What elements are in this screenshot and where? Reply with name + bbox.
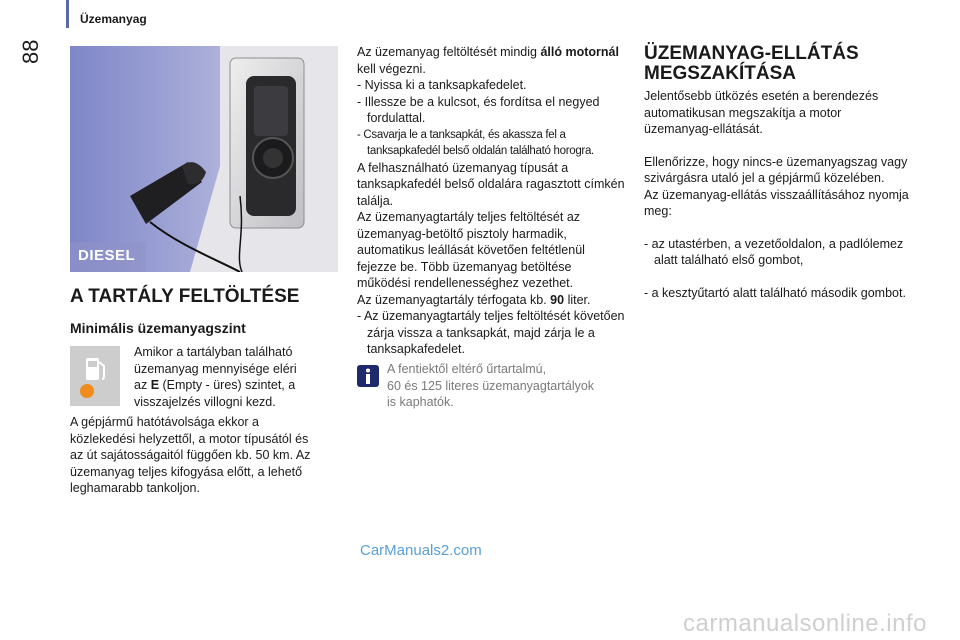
fuel-filler-photo <box>70 46 338 272</box>
step-item: - Csavarja le a tanksapkát, és akassza fel a tanksapkafedél belső oldalán található horogra. <box>357 128 594 157</box>
text-line: az út sajátosságaitól függően kb. 50 km. Az <box>70 448 311 462</box>
text-line: közlekedési helyzettől, a motor típusától és <box>70 431 309 446</box>
title-line: MEGSZAKÍTÁSA <box>644 63 796 84</box>
text-line <box>134 377 334 394</box>
text-fragment: az <box>134 378 148 392</box>
fuel-cutoff-title <box>644 44 914 84</box>
text-line: A fentiektől eltérő űrtartalmú, <box>387 362 547 376</box>
text-paragraph: Jelentősebb ütközés esetén a berendezés automatikusan megszakítja a motor üzemanyag-ellátását. <box>644 89 879 136</box>
text-paragraph: Ellenőrizze, hogy nincs-e üzemanyagszag vagy szivárgásra utaló jel a gépjármű közelében. <box>644 154 908 185</box>
header-accent-bar <box>66 0 69 28</box>
subsection-title: Minimális üzemanyagszint <box>70 320 246 336</box>
text-line: üzemanyag teljes kifogyása előtt, a lehető <box>70 464 303 479</box>
text-emphasis: motornál <box>565 45 619 59</box>
refuel-instructions <box>357 44 627 358</box>
text-fragment: liter. <box>567 292 591 307</box>
fuel-cutoff-body <box>644 88 910 301</box>
section-name: Üzemanyag <box>80 12 147 26</box>
text-line: Amikor a tartályban található <box>134 345 293 359</box>
warning-description <box>134 344 334 410</box>
section-title: A TARTÁLY FELTÖLTÉSE <box>70 286 300 307</box>
watermark-carmanuals2[interactable]: CarManuals2.com <box>360 542 482 559</box>
text-fragment: (Empty - üres) szintet, a <box>162 378 296 392</box>
text-line: leghamarabb tankoljon. <box>70 481 200 495</box>
text-line: 60 és 125 literes üzemanyagtartályok <box>387 378 595 393</box>
fuel-pump-icon <box>84 354 108 384</box>
text-emphasis: álló <box>540 45 562 59</box>
step-item: - Illessze be a kulcsot, és fordítsa el negyed fordulattal. <box>357 94 600 125</box>
text-line: visszajelzés villogni kezd. <box>134 394 276 409</box>
text-fragment: Az üzemanyag feltöltését mindig <box>357 45 537 59</box>
text-fragment: Az üzemanyagtartály térfogata kb. <box>357 292 547 307</box>
empty-level-letter: E <box>150 378 160 392</box>
text-paragraph: Az üzemanyag-ellátás visszaállításához nyomja meg: <box>644 187 909 218</box>
list-item: - a kesztyűtartó alatt található második gombot. <box>644 285 906 300</box>
intro-paragraph <box>357 44 627 77</box>
warning-lamp-dot <box>80 384 94 398</box>
capacity-paragraph <box>357 292 627 309</box>
watermark-carmanualsonline[interactable]: carmanualsonline.info <box>683 610 927 637</box>
step-item: - Az üzemanyagtartály teljes feltöltését követően zárja vissza a tanksapkát, majd zárja le a tanksapkafedelet. <box>357 309 625 356</box>
info-icon <box>357 365 379 387</box>
page-number: 88 <box>18 39 43 64</box>
list-item: - az utastérben, a vezetőoldalon, a padlólemez alatt található első gombot, <box>644 236 904 267</box>
step-item: - Nyissa ki a tanksapkafedelet. <box>357 78 527 92</box>
fuel-type-paragraph: A felhasználható üzemanyag típusát a tanksapkafedél belső oldalára ragasztott címkén találja. <box>357 160 625 208</box>
full-tank-paragraph: Az üzemanyagtartály teljes feltöltését az üzemanyag-betöltő pisztoly harmadik, automatikus leállását követően feltétlenül fejezze be. Több üzemanyag betöltése működési rendellenességhez vezethet. <box>357 210 585 290</box>
text-line: is kaphatók. <box>387 395 454 409</box>
photo-diesel-label: DIESEL <box>78 247 136 264</box>
tank-capacity-value: 90 <box>550 292 565 307</box>
fuel-warning-indicator <box>70 346 120 406</box>
title-line: ÜZEMANYAG-ELLÁTÁS <box>644 43 859 64</box>
text-fragment: kell végezni. <box>357 61 426 76</box>
info-note <box>387 361 632 411</box>
text-line: üzemanyag mennyisége eléri <box>134 361 297 376</box>
fuel-filler-illustration <box>70 46 338 272</box>
text-line: A gépjármű hatótávolsága ekkor a <box>70 415 260 429</box>
range-paragraph <box>70 414 340 497</box>
